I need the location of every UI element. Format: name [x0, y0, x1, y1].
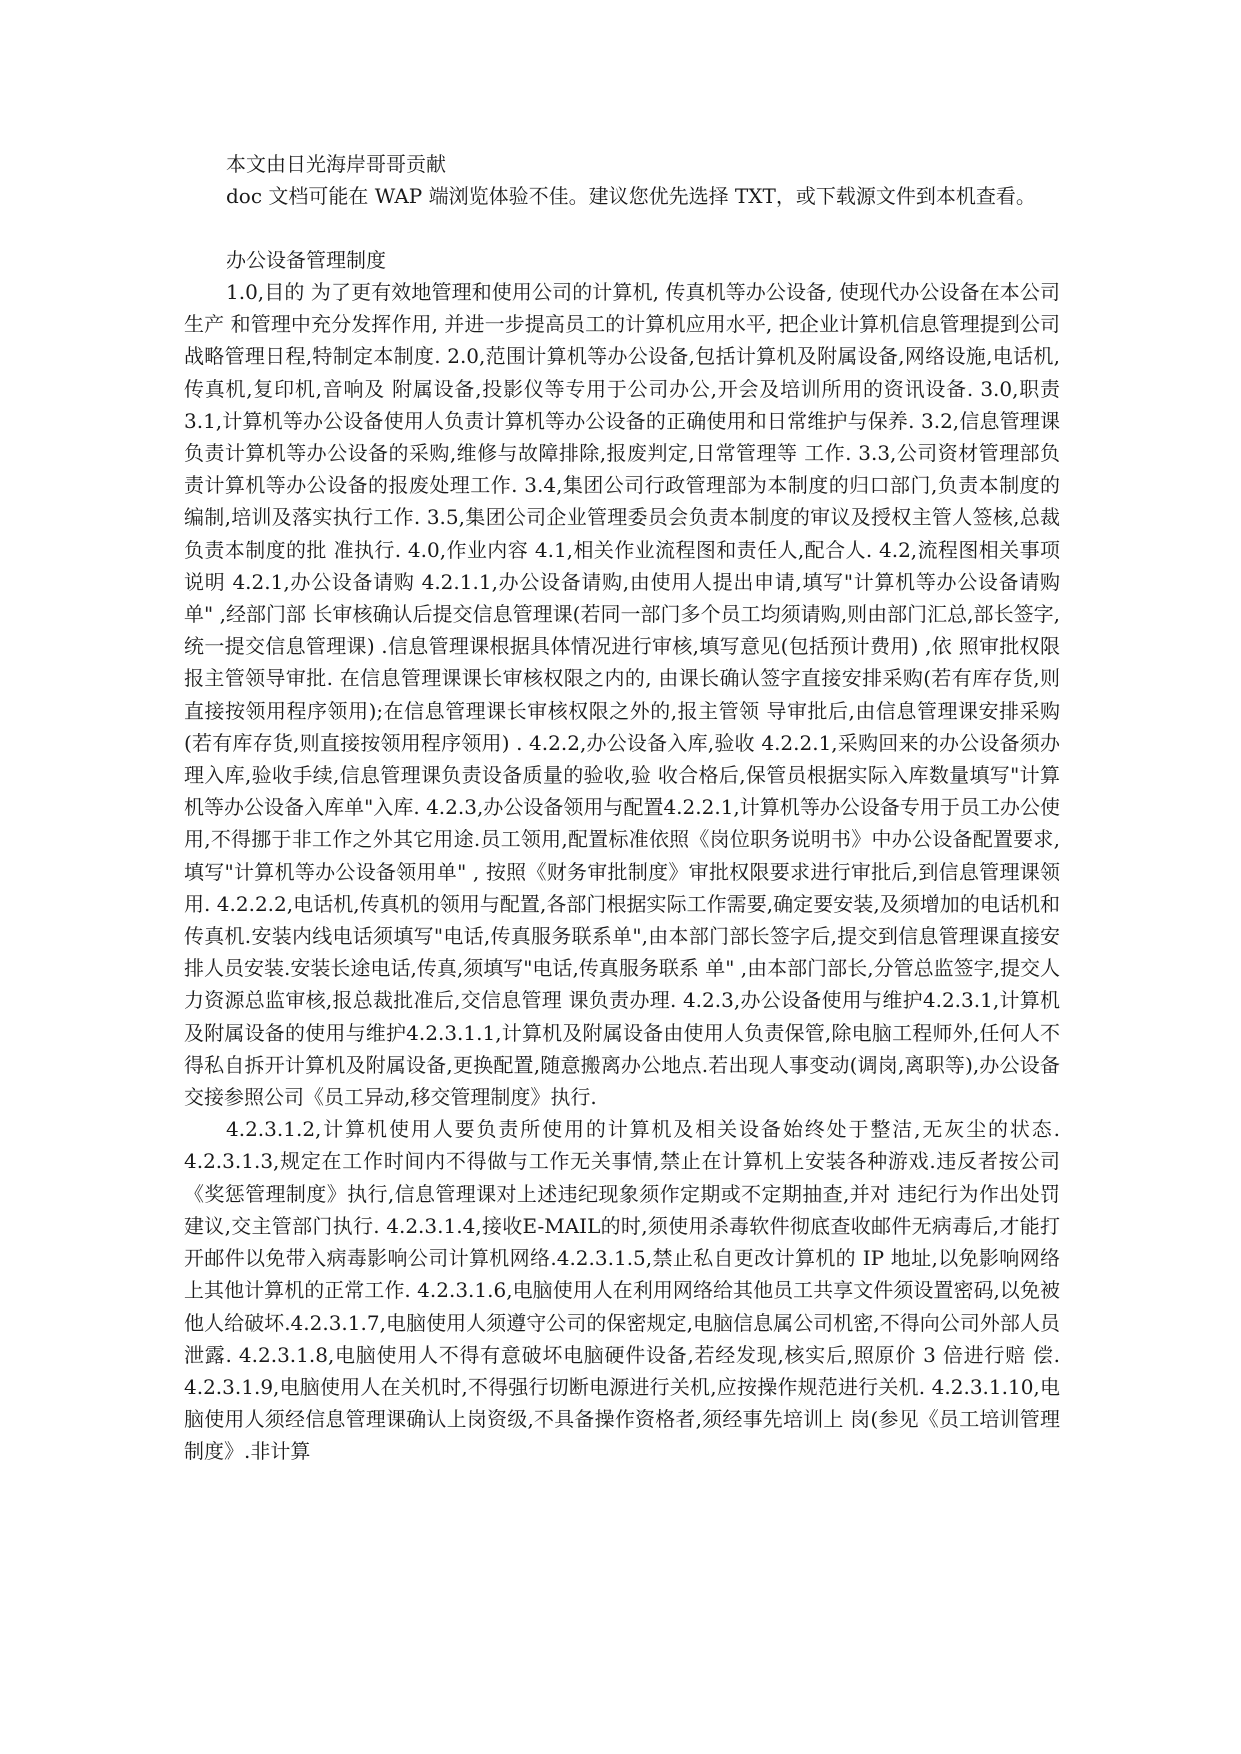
document-content — [184, 148, 1060, 1468]
body-paragraph-2: 4.2.3.1.2,计算机使用人要负责所使用的计算机及相关设备始终处于整洁,无灰尘的状态. 4.2.3.1.3,规定在工作时间内不得做与工作无关事情,禁止在计算机上安装各种游戏.违反者按公司《奖惩管理制度》执行,信息管理课对上述违纪现象须作定期或不定期抽查,并对 违纪行为作出处罚建议,交主管部门执行. 4.2.3.1.4,接收E-MAIL的时,须使用杀毒软件彻底查收邮件无病毒后,才能打开邮件以免带入病毒影响公司计算机网络.4.2.3.1.5,禁止私自更改计算机的 IP 地址,以免影响网络上其他计算机的正常工作. 4.2.3.1.6,电脑使用人在利用网络给其他员工共享文件须设置密码,以免被他人给破坏.4.2.3.1.7,电脑使用人须遵守公司的保密规定,电脑信息属公司机密,不得向公司外部人员 泄露. 4.2.3.1.8,电脑使用人不得有意破坏电脑硬件设备,若经发现,核实后,照原价 3 倍进行赔 偿. 4.2.3.1.9,电脑使用人在关机时,不得强行切断电源进行关机,应按操作规范进行关机. 4.2.3.1.10,电脑使用人须经信息管理课确认上岗资级,不具备操作资格者,须经事先培训上 岗(参见《员工培训管理制度》.非计算 — [184, 1117, 1060, 1464]
body-paragraph-1: 1.0,目的 为了更有效地管理和使用公司的计算机, 传真机等办公设备, 使现代办公设备在本公司生产 和管理中充分发挥作用, 并进一步提高员工的计算机应用水平, 把企业计算机信息管理提到公司战略管理日程,特制定本制度. 2.0,范围计算机等办公设备,包括计算机及附属设备,网络设施,电话机,传真机,复印机,音响及 附属设备,投影仪等专用于公司办公,开会及培训所用的资讯设备. 3.0,职责 3.1,计算机等办公设备使用人负责计算机等办公设备的正确使用和日常维护与保养. 3.2,信息管理课负责计算机等办公设备的采购,维修与故障排除,报废判定,日常管理等 工作. 3.3,公司资材管理部负责计算机等办公设备的报废处理工作. 3.4,集团公司行政管理部为本制度的归口部门,负责本制度的编制,培训及落实执行工作. 3.5,集团公司企业管理委员会负责本制度的审议及授权主管人签核,总裁负责本制度的批 准执行. 4.0,作业内容 4.1,相关作业流程图和责任人,配合人. 4.2,流程图相关事项说明 4.2.1,办公设备请购 4.2.1.1,办公设备请购,由使用人提出申请,填写"计算机等办公设备请购单" ,经部门部 长审核确认后提交信息管理课(若同一部门多个员工均须请购,则由部门汇总,部长签字, 统一提交信息管理课) .信息管理课根据具体情况进行审核,填写意见(包括预计费用) ,依 照审批权限报主管领导审批. 在信息管理课课长审核权限之内的, 由课长确认签字直接安排采购(若有库存货,则直接按领用程序领用);在信息管理课长审核权限之外的,报主管领 导审批后,由信息管理课安排采购(若有库存货,则直接按领用程序领用) . 4.2.2,办公设备入库,验收 4.2.2.1,采购回来的办公设备须办理入库,验收手续,信息管理课负责设备质量的验收,验 收合格后,保管员根据实际入库数量填写"计算机等办公设备入库单"入库. 4.2.3,办公设备领用与配置4.2.2.1,计算机等办公设备专用于员工办公使用,不得挪于非工作之外其它用途.员工领用,配置标准依照《岗位职务说明书》中办公设备配置要求,填写"计算机等办公设备领用单" , 按照《财务审批制度》审批权限要求进行审批后,到信息管理课领用. 4.2.2.2,电话机,传真机的领用与配置,各部门根据实际工作需要,确定要安装,及须增加的电话机和传真机.安装内线电话须填写"电话,传真服务联系单",由本部门部长签字后,提交到信息管理课直接安排人员安装.安装长途电话,传真,须填写"电话,传真服务联系 单" ,由本部门部长,分管总监签字,提交人力资源总监审核,报总裁批准后,交信息管理 课负责办理. 4.2.3,办公设备使用与维护4.2.3.1,计算机及附属设备的使用与维护4.2.3.1.1,计算机及附属设备由使用人负责保管,除电脑工程师外,任何人不得私自拆开计算机及附属设备,更换配置,随意搬离办公地点.若出现人事变动(调岗,离职等),办公设备交接参照公司《员工异动,移交管理制度》执行. — [184, 280, 1060, 1110]
document-title: 办公设备管理制度 — [226, 248, 386, 272]
spacer — [184, 212, 1060, 244]
wap-notice: doc 文档可能在 WAP 端浏览体验不佳。建议您优先选择 TXT，或下载源文件到本机查看。 — [226, 184, 1036, 208]
contributor-line: 本文由日光海岸哥哥贡献 — [226, 152, 446, 176]
